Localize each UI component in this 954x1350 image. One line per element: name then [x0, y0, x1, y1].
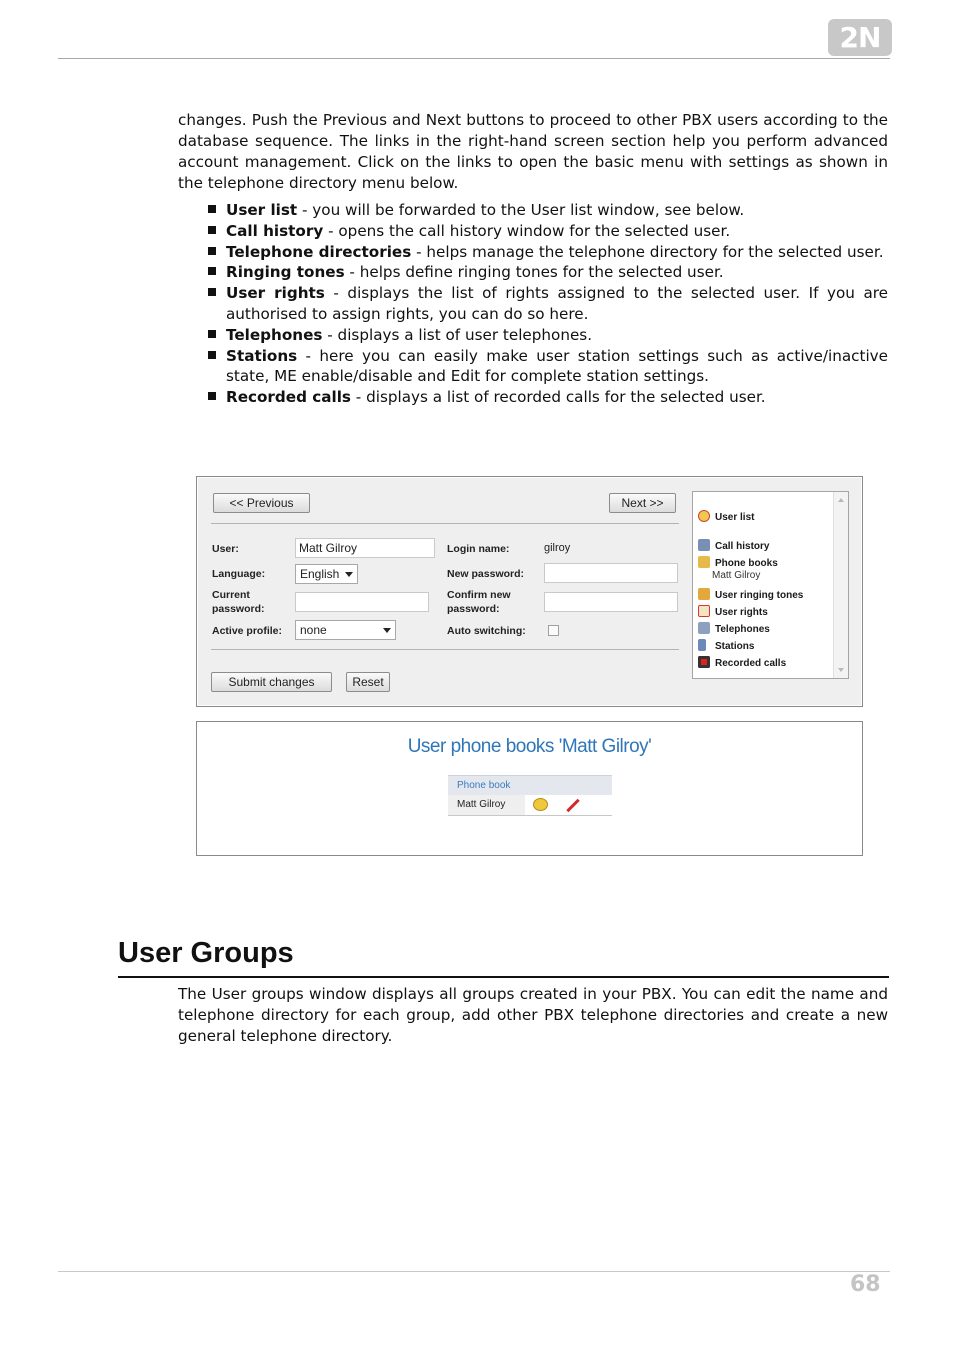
- menu-subitem-phone-book-user[interactable]: Matt Gilroy: [712, 570, 761, 581]
- menu-scrollbar[interactable]: [833, 492, 848, 678]
- list-item-term: Ringing tones: [226, 263, 345, 282]
- header-divider: [58, 58, 890, 59]
- menu-item-label: Recorded calls: [715, 658, 787, 669]
- confirm-password-input[interactable]: [544, 592, 678, 612]
- menu-item-user-rights[interactable]: [698, 605, 768, 619]
- form-top-divider: [211, 523, 679, 524]
- active-profile-select-value: none: [300, 623, 327, 637]
- phone-book-icon: [698, 556, 710, 568]
- phone-book-column-header: Phone book: [448, 775, 612, 795]
- bullet-square-icon: [208, 205, 216, 213]
- user-face-icon: [698, 510, 710, 522]
- menu-item-phone-books[interactable]: [698, 556, 778, 570]
- page-number: 68: [850, 1272, 881, 1297]
- list-item-term: Recorded calls: [226, 388, 351, 407]
- user-name-input[interactable]: Matt Gilroy: [295, 538, 435, 558]
- list-item-text: - helps manage the telephone directory for the selected user.: [411, 242, 884, 261]
- submit-changes-button[interactable]: Submit changes: [211, 672, 332, 692]
- menu-item-label: User ringing tones: [715, 590, 804, 601]
- reset-button[interactable]: Reset: [346, 672, 390, 692]
- menu-item-label: Call history: [715, 541, 770, 552]
- list-item-term: User list: [226, 201, 298, 219]
- phone-books-title: User phone books 'Matt Gilroy': [407, 736, 652, 757]
- list-item: [206, 325, 888, 346]
- menu-item-label: User rights: [715, 607, 768, 618]
- auto-switching-label: Auto switching:: [447, 625, 526, 637]
- language-select[interactable]: [295, 564, 358, 584]
- menu-item-stations[interactable]: [698, 639, 754, 653]
- list-item-text: - you will be forwarded to the User list window, see below.: [297, 201, 745, 219]
- section-heading-rule: [118, 976, 889, 978]
- bullet-square-icon: [208, 226, 216, 234]
- view-phone-book-icon[interactable]: [533, 798, 548, 811]
- confirm-password-label: [447, 588, 511, 616]
- intro-paragraph: changes. Push the Previous and Next buttons to proceed to other PBX users according to the database sequence. The links in the right-hand screen section help you perform advanced account management. Click on the links to open the basic menu with settings as shown in the telephone directory menu below.: [178, 111, 888, 192]
- list-item-text: - displays the list of rights assigned to the selected user. If you are authorised to assign rights, you can do so here.: [226, 284, 889, 323]
- call-history-icon: [698, 539, 710, 551]
- menu-item-label: Telephones: [715, 624, 770, 635]
- list-item: [206, 242, 888, 263]
- list-item: [206, 387, 888, 408]
- list-item-text: - here you can easily make user station settings such as active/inactive state, ME enable/disable and Edit for complete station settings.: [226, 346, 888, 386]
- bullet-square-icon: [208, 392, 216, 400]
- bell-icon: [698, 588, 710, 600]
- menu-item-user-list[interactable]: [698, 510, 754, 524]
- user-edit-screenshot: [196, 476, 863, 707]
- record-icon: [698, 656, 710, 668]
- user-label: User:: [212, 543, 239, 555]
- current-password-input[interactable]: [295, 592, 429, 612]
- current-password-label: [212, 588, 265, 616]
- new-password-label: New password:: [447, 568, 525, 580]
- previous-button[interactable]: << Previous: [213, 493, 310, 513]
- login-name-value: gilroy: [544, 542, 571, 554]
- menu-item-label: Phone books: [715, 558, 778, 569]
- list-item-text: - displays a list of user telephones.: [322, 325, 593, 344]
- bullet-square-icon: [208, 351, 216, 359]
- feature-list: [206, 200, 888, 408]
- list-item-term: Call history: [226, 221, 324, 240]
- list-item-term: Telephones: [226, 325, 323, 344]
- menu-item-recorded-calls[interactable]: [698, 656, 786, 670]
- language-label: Language:: [212, 568, 266, 580]
- mobile-station-icon: [698, 639, 706, 651]
- menu-item-ringing-tones[interactable]: [698, 588, 803, 602]
- telephone-icon: [698, 622, 710, 634]
- scroll-down-arrow-icon[interactable]: [838, 668, 844, 672]
- phone-books-screenshot: [196, 721, 863, 856]
- current-password-label-line1: Current: [212, 589, 250, 601]
- form-bottom-divider: [211, 649, 679, 650]
- list-item: [206, 283, 888, 325]
- current-password-label-line2: password:: [212, 603, 265, 615]
- bullet-square-icon: [208, 288, 216, 296]
- section-paragraph: The User groups window displays all groups created in your PBX. You can edit the name and telephone directory for each group, add other PBX telephone directories and create a new general telephone directory.: [178, 985, 888, 1045]
- login-name-label: Login name:: [447, 543, 510, 555]
- list-item-term: Stations: [226, 346, 298, 365]
- auto-switching-checkbox[interactable]: [548, 625, 559, 636]
- list-item-term: Telephone directories: [226, 242, 412, 261]
- user-actions-menu: [692, 491, 849, 679]
- section-heading: User Groups: [118, 937, 294, 969]
- footer-divider: [58, 1271, 890, 1272]
- menu-item-call-history[interactable]: [698, 539, 769, 553]
- list-item: [206, 200, 888, 221]
- confirm-password-label-line1: Confirm new: [447, 589, 511, 601]
- active-profile-select[interactable]: [295, 620, 396, 640]
- phone-book-name: Matt Gilroy: [448, 795, 525, 815]
- list-item-text: - displays a list of recorded calls for the selected user.: [350, 388, 766, 407]
- active-profile-label: Active profile:: [212, 625, 283, 637]
- scroll-up-arrow-icon[interactable]: [838, 498, 844, 502]
- phone-books-table: [448, 775, 612, 816]
- table-row: [448, 795, 612, 816]
- menu-item-telephones[interactable]: [698, 622, 770, 636]
- menu-item-label: User list: [715, 512, 755, 523]
- list-item: [206, 262, 888, 283]
- rights-icon: [698, 605, 710, 617]
- confirm-password-label-line2: password:: [447, 603, 500, 615]
- bullet-square-icon: [208, 267, 216, 275]
- new-password-input[interactable]: [544, 563, 678, 583]
- edit-pencil-icon[interactable]: [566, 799, 579, 812]
- chevron-down-icon: [345, 572, 353, 577]
- language-select-value: English: [300, 567, 340, 581]
- list-item-text: - opens the call history window for the selected user.: [323, 221, 731, 240]
- chevron-down-icon: [383, 628, 391, 633]
- next-button[interactable]: Next >>: [609, 493, 676, 513]
- bullet-square-icon: [208, 247, 216, 255]
- list-item: [206, 346, 888, 388]
- list-item-term: User rights: [226, 284, 325, 303]
- menu-item-label: Stations: [715, 641, 755, 652]
- brand-logo: 2N: [828, 19, 892, 56]
- list-item: [206, 221, 888, 242]
- bullet-square-icon: [208, 330, 216, 338]
- list-item-text: - helps define ringing tones for the selected user.: [344, 263, 724, 282]
